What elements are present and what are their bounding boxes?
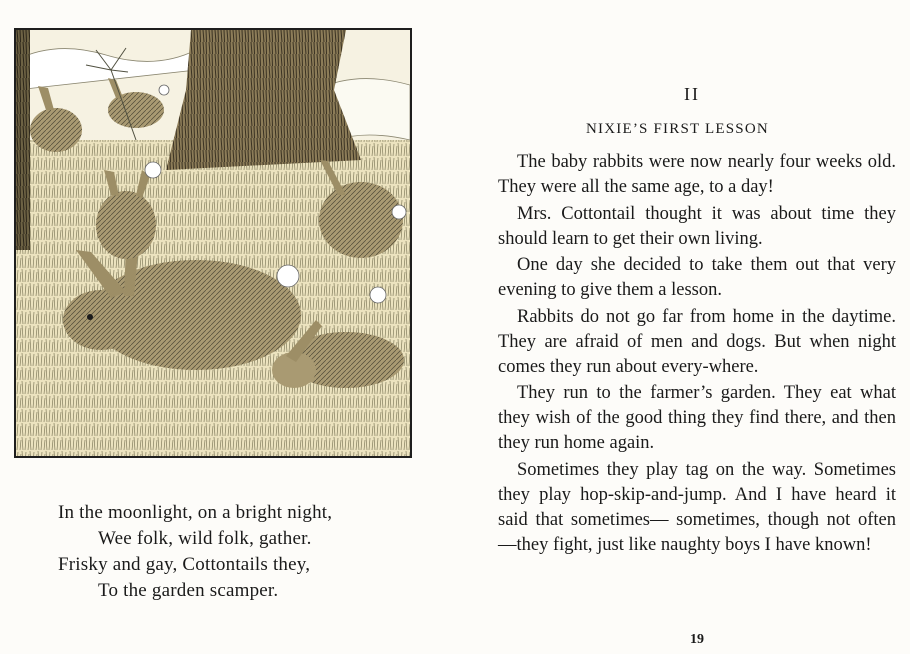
paragraph: They run to the farmer’s garden. They eat what they wish of the good thing they find there, and then they run home again. [498,383,896,453]
paragraph: The baby rabbits were now nearly four weeks old. They were all the same age, to a day! [498,152,896,197]
chapter-body [498,150,896,559]
poem-line: In the moonlight, on a bright night, [58,502,333,523]
paragraph: Sometimes they play tag on the way. Sometimes they play hop-skip-and-jump. And I have heard it said that sometimes— sometimes, though not often—they fight, just like naughty boys I have known! [498,459,896,555]
poem-line: Frisky and gay, Cottontails they, [58,554,311,575]
poem-line: Wee folk, wild folk, gather. [98,528,312,549]
chapter-title: NIXIE’S FIRST LESSON [586,121,769,137]
paragraph: Rabbits do not go far from home in the daytime. They are afraid of men and dogs. But when night comes they run about every-where. [498,306,896,377]
rabbit-illustration [14,28,412,458]
poem-line: To the garden scamper. [98,580,279,601]
chapter-number: II [684,84,700,104]
paragraph: One day she decided to take them out that very evening to give them a lesson. [498,255,896,300]
page-number: 19 [690,632,704,647]
paragraph: Mrs. Cottontail thought it was about time they should learn to get their own living. [498,203,896,249]
poem [58,500,332,604]
meadow-scene [16,30,410,456]
